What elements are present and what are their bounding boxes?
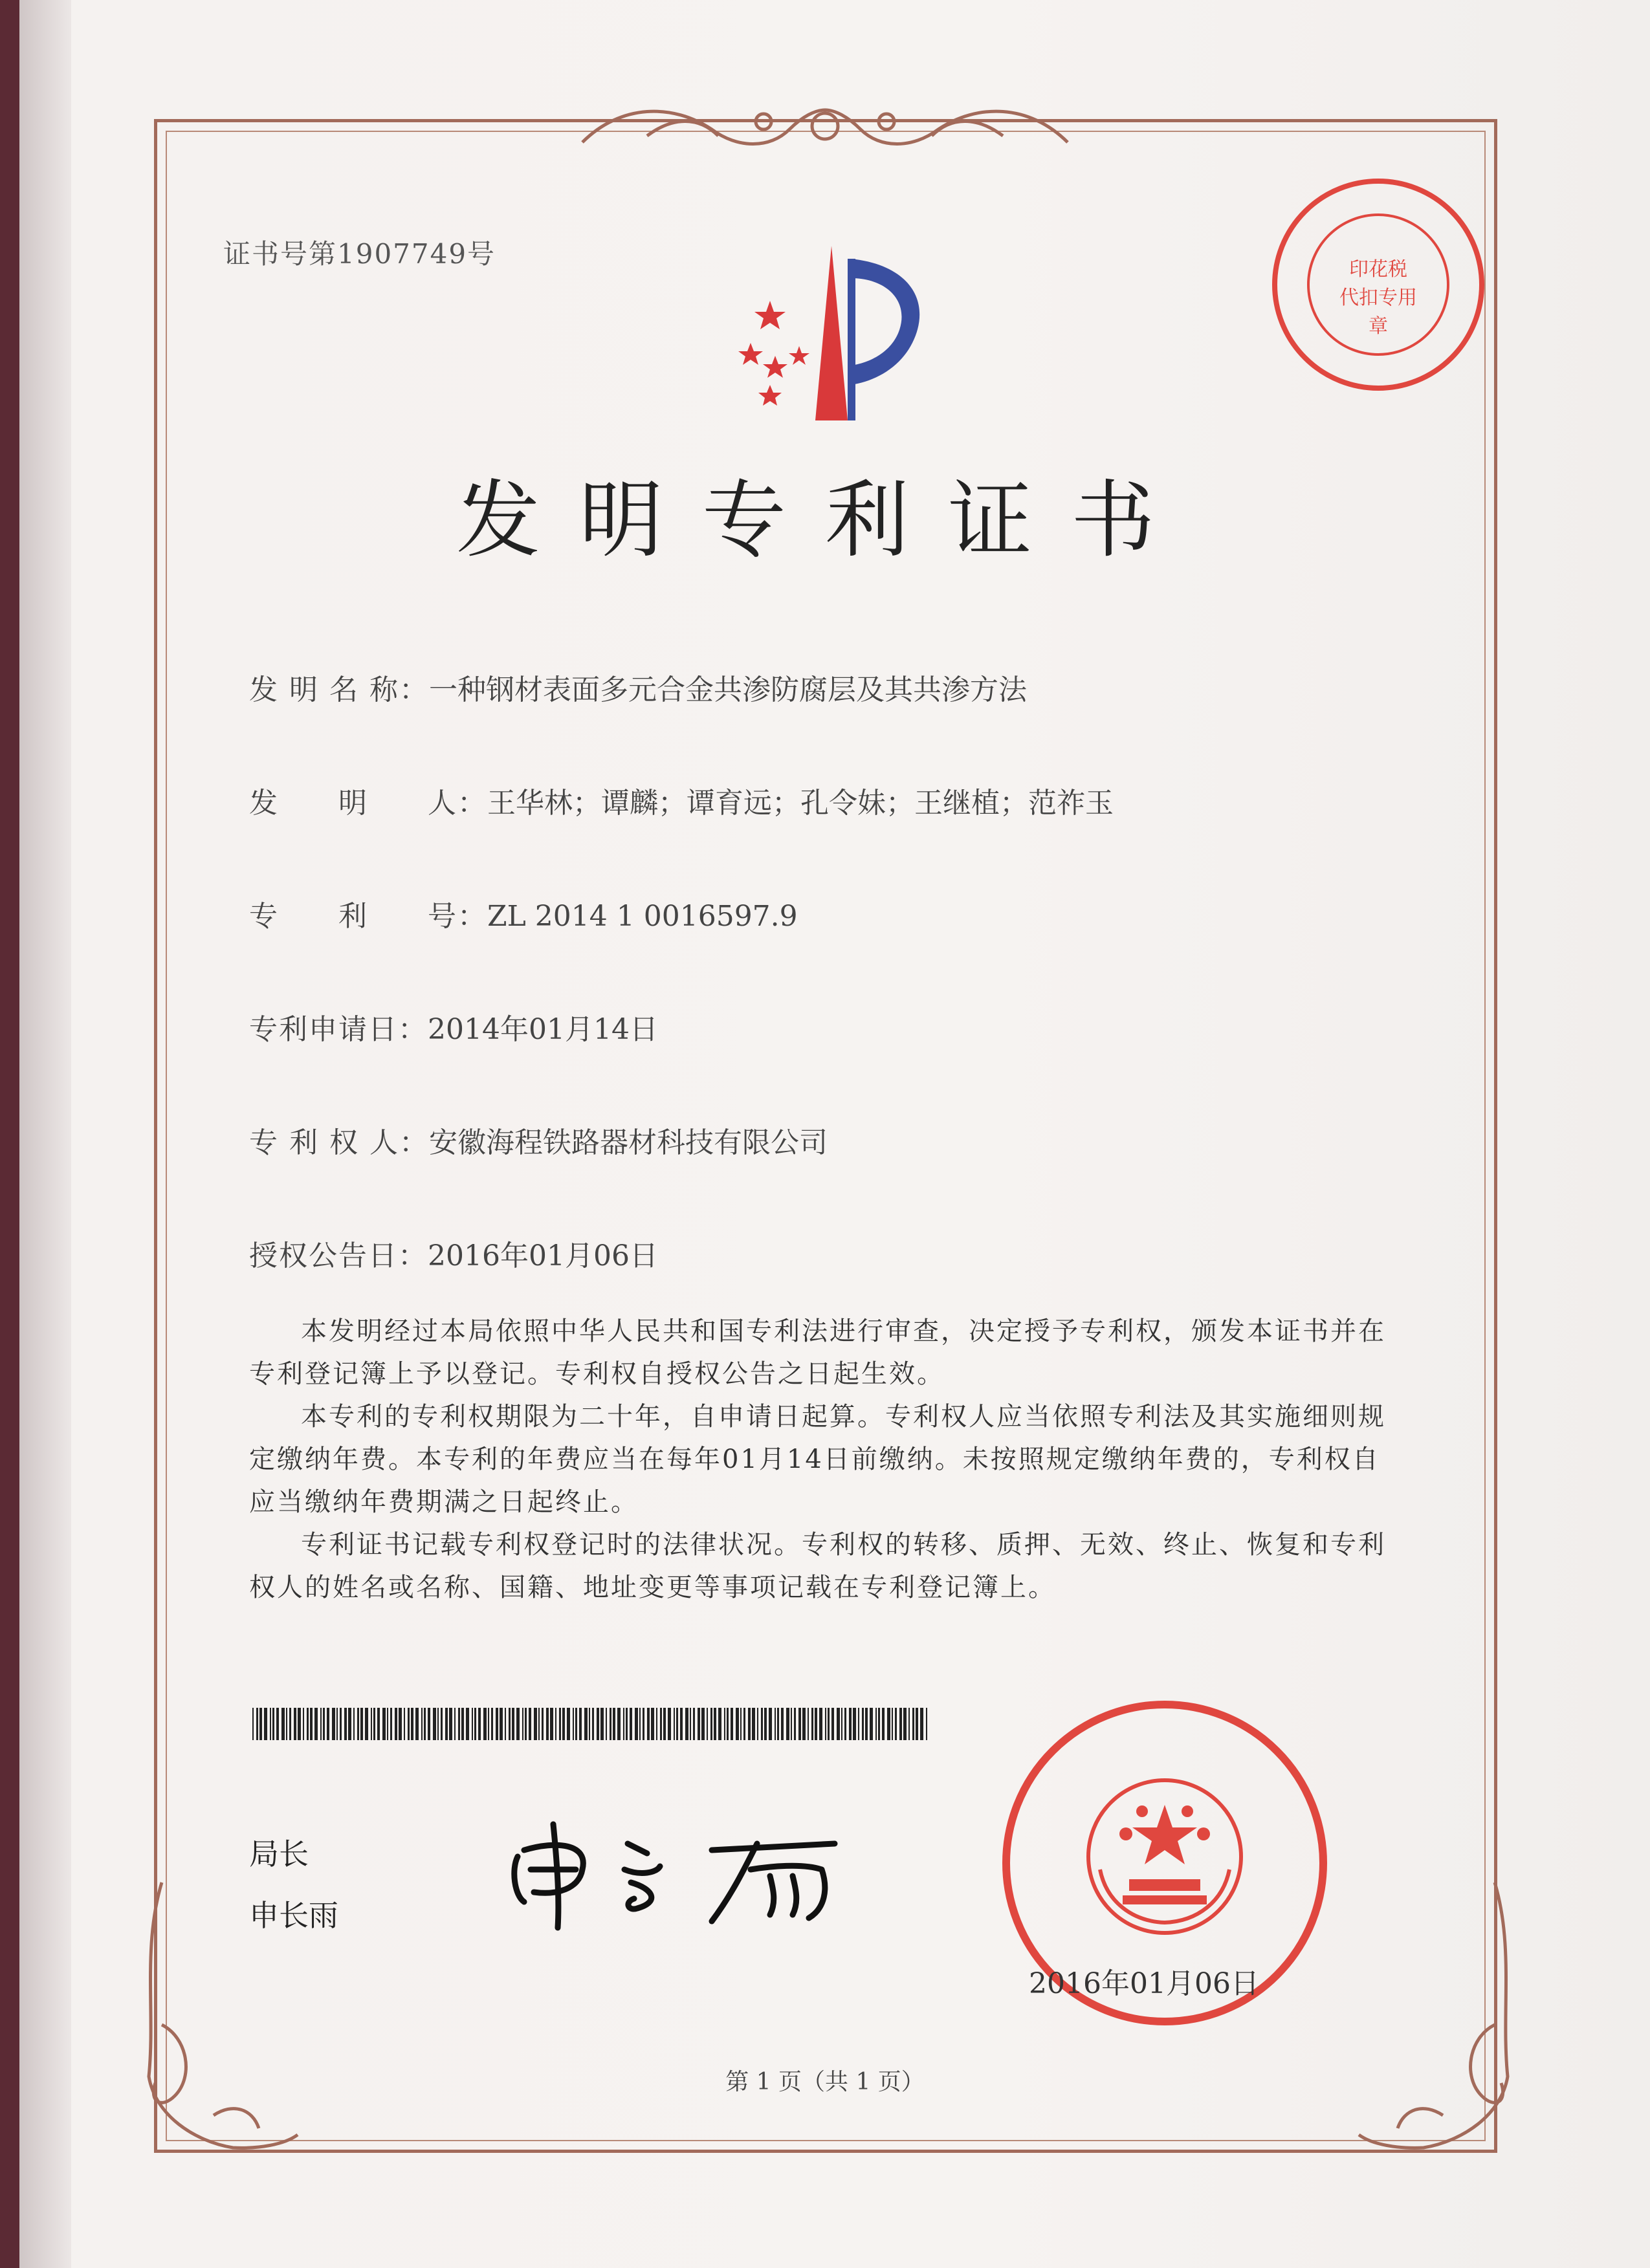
barcode-bar bbox=[320, 1708, 322, 1740]
barcode-bar bbox=[828, 1708, 830, 1740]
barcode-bar bbox=[474, 1708, 476, 1740]
barcode-bar bbox=[307, 1708, 309, 1740]
barcode-bar bbox=[310, 1708, 313, 1740]
barcode-bar bbox=[573, 1708, 574, 1740]
field-value: 2016年01月06日 bbox=[428, 1239, 658, 1272]
barcode-bar bbox=[736, 1708, 739, 1740]
barcode-bar bbox=[718, 1708, 721, 1740]
field-label: 发 明 人： bbox=[249, 787, 487, 820]
barcode-bar bbox=[926, 1708, 927, 1740]
barcode-bar bbox=[903, 1708, 907, 1740]
barcode-bar bbox=[344, 1708, 347, 1740]
barcode-bar bbox=[825, 1708, 826, 1740]
barcode-bar bbox=[525, 1708, 527, 1740]
barcode-bar bbox=[270, 1708, 271, 1740]
barcode-bar bbox=[555, 1708, 556, 1740]
barcode-bar bbox=[752, 1708, 755, 1740]
barcode-bar bbox=[639, 1708, 641, 1740]
barcode-bar bbox=[892, 1708, 893, 1740]
field-value: 安徽海程铁路器材科技有限公司 bbox=[428, 1126, 828, 1159]
barcode-bar bbox=[371, 1708, 372, 1740]
barcode-bar bbox=[365, 1708, 368, 1740]
barcode-bar bbox=[522, 1708, 523, 1740]
barcode-bar bbox=[613, 1708, 615, 1740]
barcode-bar bbox=[698, 1708, 700, 1740]
barcode-bar bbox=[466, 1708, 469, 1740]
barcode-bar bbox=[538, 1708, 540, 1740]
binding-shadow bbox=[19, 0, 71, 2268]
barcode-bar bbox=[461, 1708, 464, 1740]
field-value: 王华林；谭麟；谭育远；孔令妹；王继植；范祚玉 bbox=[487, 787, 1114, 820]
barcode-bar bbox=[592, 1708, 594, 1740]
field-grant-date bbox=[249, 1232, 658, 1274]
barcode-bar bbox=[579, 1708, 582, 1740]
barcode-bar bbox=[610, 1708, 611, 1740]
barcode-bar bbox=[415, 1708, 419, 1740]
barcode-bar bbox=[617, 1708, 621, 1740]
barcode-bar bbox=[449, 1708, 452, 1740]
barcode-bar bbox=[289, 1708, 291, 1740]
issue-date: 2016年01月06日 bbox=[1029, 1967, 1259, 2000]
barcode-bar bbox=[710, 1708, 712, 1740]
barcode-bar bbox=[404, 1708, 405, 1740]
patent-office-logo-icon bbox=[718, 239, 964, 427]
barcode-bar bbox=[272, 1708, 274, 1740]
barcode-bar bbox=[831, 1708, 834, 1740]
barcode-bar bbox=[635, 1708, 638, 1740]
page-title: 发明专利证书 bbox=[456, 471, 1194, 569]
barcode-bar bbox=[781, 1708, 784, 1740]
barcode-bar bbox=[764, 1708, 767, 1740]
barcode-bar bbox=[575, 1708, 577, 1740]
barcode-bar bbox=[562, 1708, 565, 1740]
field-invention-name bbox=[249, 666, 1027, 708]
barcode-bar bbox=[870, 1708, 873, 1740]
barcode-bar bbox=[454, 1708, 456, 1740]
barcode-bar bbox=[276, 1708, 279, 1740]
barcode-bar bbox=[529, 1708, 531, 1740]
barcode-bar bbox=[408, 1708, 410, 1740]
barcode-bar bbox=[509, 1708, 511, 1740]
barcode-bar bbox=[606, 1708, 607, 1740]
barcode-bar bbox=[373, 1708, 375, 1740]
barcode-bar bbox=[862, 1708, 864, 1740]
barcode-bar bbox=[256, 1708, 258, 1740]
field-label: 授权公告日： bbox=[249, 1239, 428, 1272]
barcode-bar bbox=[332, 1708, 335, 1740]
barcode-bar bbox=[680, 1708, 683, 1740]
barcode-bar bbox=[360, 1708, 363, 1740]
barcode-bar bbox=[357, 1708, 359, 1740]
barcode-bar bbox=[882, 1708, 885, 1740]
barcode-bar bbox=[286, 1708, 287, 1740]
barcode-bar bbox=[377, 1708, 380, 1740]
barcode-bar bbox=[626, 1708, 628, 1740]
barcode-bar bbox=[491, 1708, 493, 1740]
field-label: 发 明 名 称： bbox=[249, 673, 429, 706]
barcode-bar bbox=[340, 1708, 342, 1740]
barcode-bar bbox=[727, 1708, 729, 1740]
barcode-bar bbox=[395, 1708, 397, 1740]
barcode-bar bbox=[757, 1708, 758, 1740]
barcode-bar bbox=[516, 1708, 520, 1740]
body-paragraph-3: 专利证书记载专利权登记时的法律状况。专利权的转移、质押、无效、终止、恢复和专利权人的姓名或名称、国籍、地址变更等事项记载在专利登记簿上。 bbox=[249, 1530, 1386, 1602]
barcode-bar bbox=[382, 1708, 386, 1740]
barcode-bar bbox=[421, 1708, 423, 1740]
barcode-bar bbox=[714, 1708, 716, 1740]
barcode-bar bbox=[651, 1708, 654, 1740]
barcode-bar bbox=[777, 1708, 779, 1740]
stamp-tax-seal-text bbox=[1339, 256, 1417, 341]
barcode-bar bbox=[668, 1708, 671, 1740]
barcode-bar bbox=[663, 1708, 666, 1740]
barcode-bar bbox=[424, 1708, 426, 1740]
barcode-bar bbox=[546, 1708, 549, 1740]
barcode-bar bbox=[478, 1708, 481, 1740]
field-label: 专利申请日： bbox=[249, 1013, 428, 1046]
barcode-bar bbox=[865, 1708, 868, 1740]
barcode-bar bbox=[550, 1708, 553, 1740]
barcode-bar bbox=[794, 1708, 796, 1740]
certificate-number: 证书号第1907749号 bbox=[223, 238, 496, 270]
barcode-bar bbox=[597, 1708, 599, 1740]
field-application-date bbox=[249, 1006, 658, 1047]
barcode-bar bbox=[775, 1708, 776, 1740]
barcode-bar bbox=[895, 1708, 897, 1740]
barcode-icon bbox=[252, 1708, 932, 1740]
barcode-bar bbox=[314, 1708, 318, 1740]
barcode-bar bbox=[811, 1708, 813, 1740]
signatory-role: 局长 bbox=[249, 1837, 309, 1871]
certificate-body bbox=[249, 1310, 1407, 1609]
barcode-bar bbox=[849, 1708, 852, 1740]
barcode-bar bbox=[815, 1708, 817, 1740]
barcode-bar bbox=[887, 1708, 890, 1740]
barcode-bar bbox=[559, 1708, 561, 1740]
barcode-bar bbox=[844, 1708, 846, 1740]
barcode-bar bbox=[647, 1708, 650, 1740]
barcode-bar bbox=[458, 1708, 460, 1740]
barcode-bar bbox=[298, 1708, 301, 1740]
barcode-bar bbox=[399, 1708, 402, 1740]
barcode-bar bbox=[411, 1708, 413, 1740]
barcode-bar bbox=[303, 1708, 304, 1740]
barcode-bar bbox=[912, 1708, 914, 1740]
barcode-bar bbox=[336, 1708, 338, 1740]
barcode-bar bbox=[660, 1708, 662, 1740]
barcode-bar bbox=[908, 1708, 910, 1740]
barcode-bar bbox=[674, 1708, 675, 1740]
seal-line-1: 印花税 bbox=[1349, 258, 1407, 281]
barcode-bar bbox=[837, 1708, 840, 1740]
barcode-bar bbox=[791, 1708, 792, 1740]
barcode-bar bbox=[584, 1708, 588, 1740]
barcode-bar bbox=[920, 1708, 923, 1740]
barcode-bar bbox=[853, 1708, 856, 1740]
barcode-bar bbox=[542, 1708, 544, 1740]
barcode-bar bbox=[323, 1708, 325, 1740]
barcode-bar bbox=[676, 1708, 678, 1740]
barcode-bar bbox=[802, 1708, 806, 1740]
page-number: 第 1 页（共 1 页） bbox=[725, 2069, 925, 2095]
barcode-bar bbox=[724, 1708, 725, 1740]
barcode-bar bbox=[433, 1708, 436, 1740]
barcode-bar bbox=[387, 1708, 388, 1740]
barcode-bar bbox=[841, 1708, 842, 1740]
field-label: 专 利 权 人： bbox=[249, 1126, 429, 1159]
barcode-bar bbox=[483, 1708, 487, 1740]
barcode-bar bbox=[916, 1708, 918, 1740]
barcode-bar bbox=[281, 1708, 285, 1740]
handwritten-signature-icon bbox=[498, 1805, 861, 1934]
body-paragraph-1: 本发明经过本局依照中华人民共和国专利法进行审查，决定授予专利权，颁发本证书并在专利登记簿上予以登记。专利权自授权公告之日起生效。 bbox=[249, 1316, 1386, 1389]
barcode-bar bbox=[500, 1708, 503, 1740]
barcode-bar bbox=[878, 1708, 880, 1740]
barcode-bar bbox=[294, 1708, 296, 1740]
barcode-bar bbox=[769, 1708, 772, 1740]
barcode-bar bbox=[685, 1708, 688, 1740]
top-ornament-icon bbox=[569, 91, 1081, 168]
barcode-bar bbox=[786, 1708, 789, 1740]
field-value: 2014年01月14日 bbox=[428, 1013, 658, 1046]
barcode-bar bbox=[488, 1708, 489, 1740]
barcode-bar bbox=[630, 1708, 632, 1740]
barcode-bar bbox=[875, 1708, 877, 1740]
seal-line-2: 代扣专用章 bbox=[1339, 287, 1417, 338]
barcode-bar bbox=[390, 1708, 392, 1740]
barcode-bar bbox=[819, 1708, 822, 1740]
field-patent-number bbox=[249, 893, 798, 934]
barcode-bar bbox=[496, 1708, 498, 1740]
field-inventors bbox=[249, 780, 1114, 821]
field-value: 一种钢材表面多元合金共渗防腐层及其共渗方法 bbox=[428, 673, 1027, 706]
barcode-bar bbox=[743, 1708, 745, 1740]
barcode-bar bbox=[252, 1708, 254, 1740]
barcode-bar bbox=[327, 1708, 329, 1740]
barcode-bar bbox=[899, 1708, 902, 1740]
barcode-bar bbox=[748, 1708, 751, 1740]
field-patentee bbox=[249, 1119, 828, 1161]
binding-spine bbox=[0, 0, 19, 2268]
barcode-bar bbox=[353, 1708, 355, 1740]
barcode-bar bbox=[600, 1708, 604, 1740]
barcode-bar bbox=[348, 1708, 351, 1740]
field-value: ZL 2014 1 0016597.9 bbox=[487, 900, 798, 933]
barcode-bar bbox=[589, 1708, 590, 1740]
barcode-bar bbox=[643, 1708, 644, 1740]
barcode-bar bbox=[690, 1708, 691, 1740]
field-label: 专 利 号： bbox=[249, 900, 487, 933]
barcode-bar bbox=[264, 1708, 267, 1740]
barcode-bar bbox=[505, 1708, 506, 1740]
barcode-bar bbox=[808, 1708, 809, 1740]
barcode-bar bbox=[761, 1708, 763, 1740]
barcode-bar bbox=[731, 1708, 733, 1740]
barcode-bar bbox=[428, 1708, 430, 1740]
barcode-bar bbox=[441, 1708, 443, 1740]
barcode-bar bbox=[623, 1708, 624, 1740]
barcode-bar bbox=[707, 1708, 708, 1740]
body-paragraph-2: 本专利的专利权期限为二十年，自申请日起算。专利权人应当依照专利法及其实施细则规定缴纳年费。本专利的年费应当在每年01月14日前缴纳。未按照规定缴纳年费的，专利权自应当缴纳年费期满之日起终止。 bbox=[249, 1402, 1386, 1517]
barcode-bar bbox=[656, 1708, 657, 1740]
barcode-bar bbox=[472, 1708, 473, 1740]
barcode-bar bbox=[437, 1708, 439, 1740]
signatory-name: 申长雨 bbox=[249, 1898, 338, 1933]
barcode-bar bbox=[858, 1708, 859, 1740]
barcode-bar bbox=[534, 1708, 537, 1740]
barcode-bar bbox=[512, 1708, 514, 1740]
barcode-bar bbox=[445, 1708, 448, 1740]
corner-ornament-bottom-right-icon bbox=[1352, 1870, 1521, 2167]
barcode-bar bbox=[567, 1708, 570, 1740]
barcode-bar bbox=[701, 1708, 705, 1740]
barcode-bar bbox=[740, 1708, 742, 1740]
barcode-bar bbox=[798, 1708, 801, 1740]
barcode-bar bbox=[693, 1708, 695, 1740]
barcode-bar bbox=[259, 1708, 262, 1740]
